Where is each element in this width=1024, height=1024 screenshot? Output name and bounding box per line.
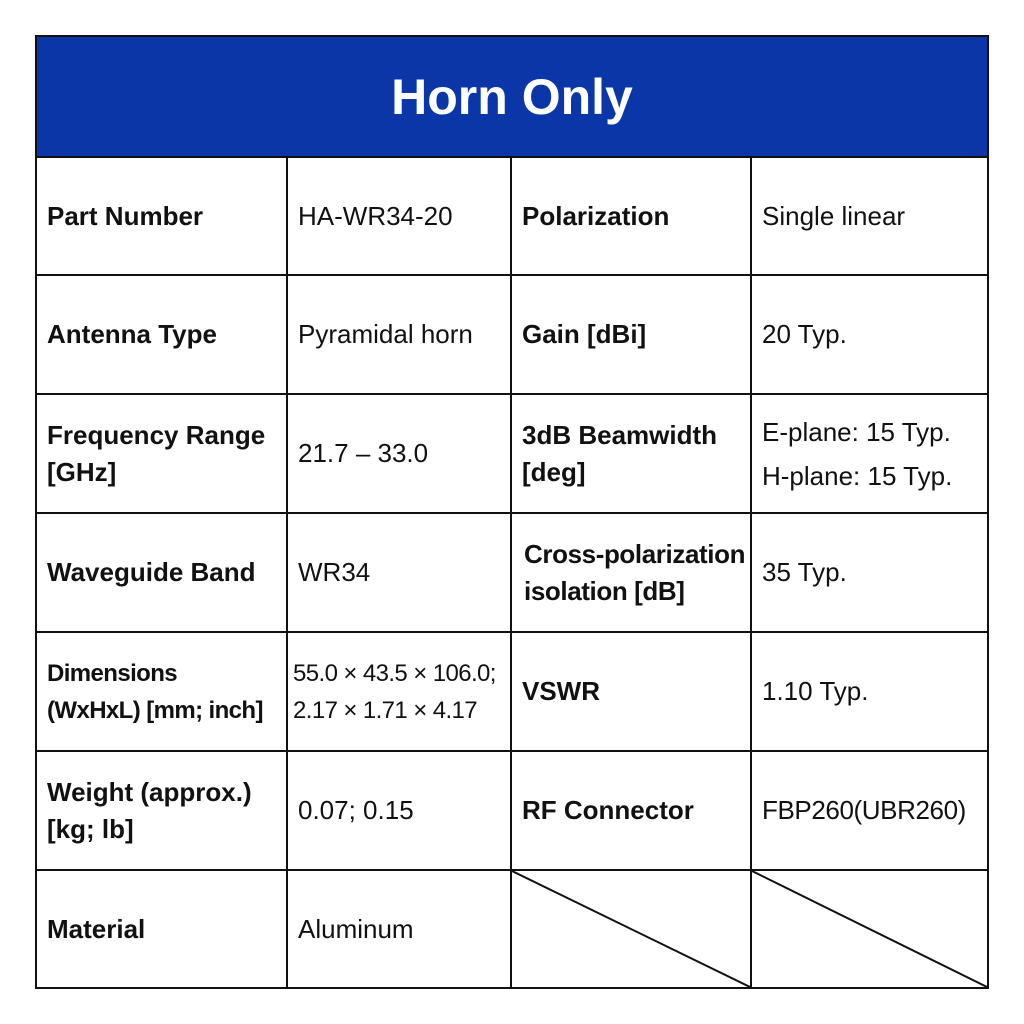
- label-vswr: VSWR: [522, 676, 600, 706]
- label-antenna-type: Antenna Type: [47, 319, 217, 349]
- value-antenna-type: Pyramidal horn: [298, 319, 473, 349]
- spec-table: [35, 35, 989, 989]
- label-part-number: Part Number: [47, 200, 204, 231]
- value-cross-polarization: 35 Typ.: [762, 557, 847, 587]
- label-polarization: Polarization: [522, 200, 670, 231]
- value-rf-connector: FBP260(UBR260): [762, 795, 966, 825]
- value-weight: 0.07; 0.15: [298, 795, 414, 825]
- empty-cell-slash: [512, 871, 750, 987]
- label-gain: Gain [dBi]: [522, 319, 647, 349]
- label-waveguide-band: Waveguide Band: [47, 557, 256, 587]
- label-beamwidth: 3dB Beamwidth [deg]: [522, 419, 718, 487]
- label-rf-connector: RF Connector: [522, 795, 694, 825]
- label-dimensions: Dimensions (WxHxL) [mm; inch]: [47, 659, 263, 724]
- value-polarization: Single linear: [762, 200, 906, 231]
- value-beamwidth: E-plane: 15 Typ. H-plane: 15 Typ.: [762, 416, 953, 491]
- label-weight: Weight (approx.) [kg; lb]: [47, 776, 252, 844]
- value-part-number: HA-WR34-20: [298, 200, 453, 231]
- table-title: Horn Only: [37, 37, 987, 158]
- value-dimensions: 55.0 × 43.5 × 106.0; 2.17 × 1.71 × 4.17: [293, 659, 496, 724]
- value-waveguide-band: WR34: [298, 557, 371, 587]
- label-material: Material: [47, 913, 146, 944]
- value-gain: 20 Typ.: [762, 319, 847, 349]
- value-vswr: 1.10 Typ.: [762, 676, 869, 706]
- label-cross-polarization: Cross-polarization isolation [dB]: [524, 538, 746, 606]
- value-frequency-range: 21.7 – 33.0: [298, 438, 429, 468]
- empty-cell-slash: [752, 871, 987, 987]
- label-frequency-range: Frequency Range [GHz]: [47, 419, 266, 487]
- value-material: Aluminum: [298, 913, 414, 944]
